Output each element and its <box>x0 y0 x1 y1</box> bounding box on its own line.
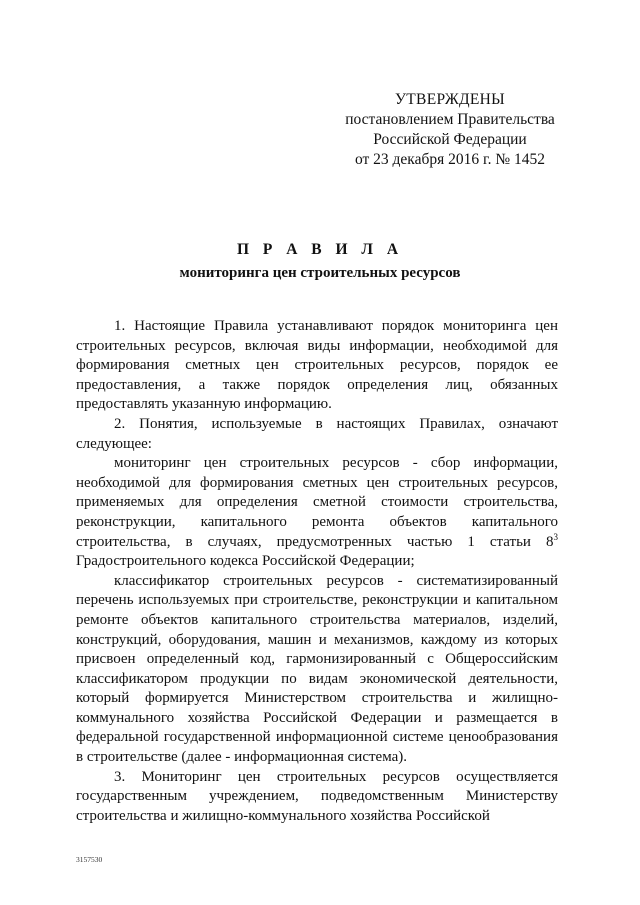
approval-line-1: постановлением Правительства <box>345 111 555 128</box>
approval-line-2: Российской Федерации <box>373 131 527 148</box>
document-body <box>76 317 558 826</box>
paragraph-3-main: мониторинг цен строительных ресурсов - сбор информации, необходимой для формирования сметных цен строительных ресурсов, применяемых для определения сметной стоимости строительства, реконструкции, капитального ремонта объектов капитального строительства, в случаях, предусмотренных частью 1 статьи 8 <box>76 455 558 550</box>
document-title: П Р А В И Л А <box>236 241 404 258</box>
approval-line-3: от 23 декабря 2016 г. № 1452 <box>354 151 546 168</box>
document-subtitle: мониторинга цен строительных ресурсов <box>179 265 461 281</box>
paragraph-4: классификатор строительных ресурсов - систематизированный перечень используемых при строительстве, реконструкции и капитальном ремонте объектов капитального строительства материалов, изделий, конструкций, оборудования, машин и механизмов, каждому из которых присвоен определенный код, гармонизированный с Общероссийским классификатором продукции по видам экономической деятельности, который формируется Министерством строительства и жилищно-коммунального хозяйства Российской Федерации и размещается в федеральной государственной информационной системе ценообразования в строительстве (далее - информационная система). <box>76 572 558 766</box>
approval-block <box>330 90 570 170</box>
footer-document-code: 3157530 <box>76 855 103 864</box>
paragraph-3 <box>76 454 558 572</box>
paragraph-3-superscript: 3 <box>553 531 558 542</box>
paragraph-1: 1. Настоящие Правила устанавливают порядок мониторинга цен строительных ресурсов, включая виды информации, необходимой для формирования сметных цен строительных ресурсов, порядок ее предоставления, а также порядок определения лиц, обязанных предоставлять указанную информацию. <box>76 318 558 413</box>
paragraph-3-tail: Градостроительного кодекса Российской Федерации; <box>76 553 415 570</box>
approval-stamp: УТВЕРЖДЕНЫ <box>395 91 505 108</box>
paragraph-2: 2. Понятия, используемые в настоящих Правилах, означают следующее: <box>76 415 558 452</box>
paragraph-5: 3. Мониторинг цен строительных ресурсов осуществляется государственным учреждением, подведомственным Министерству строительства и жилищно-коммунального хозяйства Российской <box>76 768 558 824</box>
